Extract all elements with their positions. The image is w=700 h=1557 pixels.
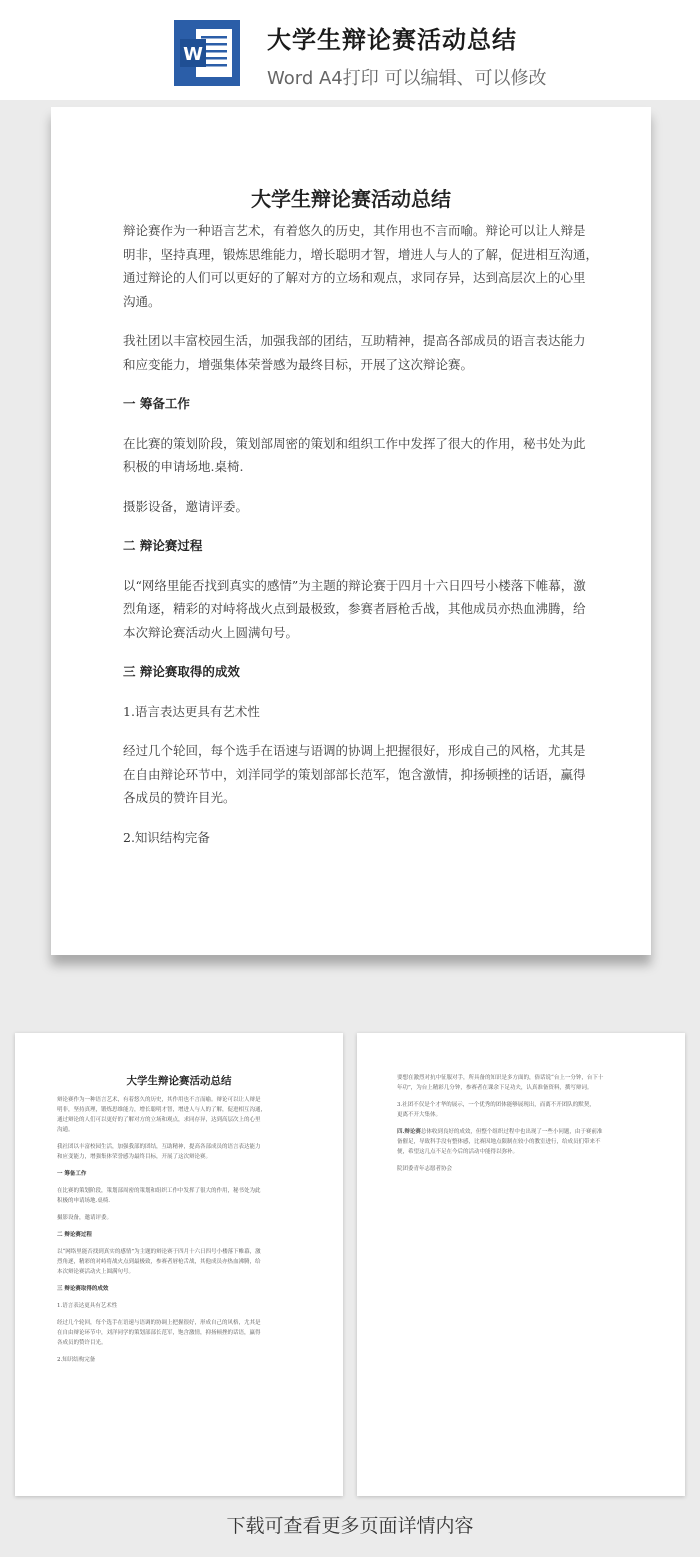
text-line: 积极的申请场地.桌椅.	[57, 1198, 110, 1204]
purpose-paragraph	[57, 1142, 312, 1162]
intro-paragraph	[123, 219, 599, 313]
preparation-paragraph	[123, 432, 586, 479]
text-line: 各成员的赞许目光。	[57, 1340, 107, 1346]
download-prompt[interactable]: 下载可查看更多页面详情内容	[226, 1515, 474, 1537]
header-title: 大学生辩论赛活动总结	[267, 26, 517, 54]
text-line: 便，希望这几点不足在今后的活动中能得以弥补。	[397, 1149, 519, 1155]
text-line: 以“网络里能否找到真实的感情”为主题的辩论赛于四月十六日四号小楼落下帷幕，激	[123, 577, 586, 593]
page-thumbnail-2[interactable]	[357, 1033, 685, 1496]
text-line: 以“网络里能否找到真实的感情”为主题的辩论赛于四月十六日四号小楼落下帷幕，激	[57, 1249, 261, 1255]
section-heading-process: 二 辩论赛过程	[57, 1232, 92, 1238]
text-line: 在自由辩论环节中，刘洋同学的策划部部长范军，饱含激情，抑扬顿挫的话语，赢得	[123, 766, 586, 782]
result-item-2: 2.知识结构完备	[57, 1357, 96, 1363]
word-document-icon	[174, 20, 240, 86]
continuation-paragraph	[397, 1073, 652, 1093]
result-item-2: 2.知识结构完备	[123, 829, 210, 845]
result-item-1: 1.语言表达更具有艺术性	[123, 703, 260, 719]
text-line: 辩论赛作为一种语言艺术，有着悠久的历史，其作用也不言而喻。辩论可以让人辩是	[57, 1097, 261, 1103]
signature: 院团委青年志愿者协会	[397, 1166, 453, 1172]
text-line: 各成员的赞许目光。	[123, 790, 236, 805]
text-line: 3.社团不仅是个才华的展示，一个优秀的团体能够展现出，而离不开团队的默契，	[397, 1102, 595, 1108]
text-line: 更离不开大集体。	[397, 1112, 442, 1118]
text-line: 在比赛的策划阶段，策划部周密的策划和组织工作中发挥了很大的作用，秘书处为此	[123, 435, 586, 451]
text-line: 沟通。	[123, 293, 161, 309]
section-heading-results: 三 辩论赛取得的成效	[57, 1286, 109, 1292]
section-four-paragraph	[397, 1127, 652, 1157]
text-line: 在比赛的策划阶段，策划部周密的策划和组织工作中发挥了很大的作用，秘书处为此	[57, 1188, 261, 1194]
text-line: 我社团以丰富校园生活，加强我部的团结，互助精神，提高各部成员的语言表达能力	[123, 333, 586, 348]
text-line: 和应变能力，增强集体荣誉感为最终目标，开展了这次辩论赛。	[57, 1154, 212, 1160]
thumbnail-body	[397, 1073, 652, 1181]
section-heading-preparation: 一 筹备工作	[123, 396, 190, 411]
preparation-paragraph-2: 摄影设备，邀请评委。	[123, 498, 249, 514]
text-line: 经过几个轮回，每个选手在语速与语调的协调上把握很好，形成自己的风格，尤其是	[123, 743, 586, 758]
text-line: 年功”，为台上精彩几分钟，参赛者在课余下足功夫，认真准备资料，撰写辩词。	[397, 1085, 593, 1091]
text-line: 辩论赛作为一种语言艺术，有着悠久的历史，其作用也不言而喻。辩论可以让人辩是	[123, 223, 586, 238]
section-heading-process: 二 辩论赛过程	[123, 538, 203, 553]
document-title: 大学生辩论赛活动总结	[251, 187, 451, 211]
text-line: 通过辩论的人们可以更好的了解对方的立场和观点，求同存异，达到高层次上的心里	[57, 1117, 261, 1123]
preparation-paragraph-2: 摄影设备，邀请评委。	[57, 1215, 113, 1221]
text-line: 沟通。	[57, 1127, 74, 1133]
text-line: 备催足，导致科手没有整体感，比赛因地点限制在较小的教室进行，给成员们带来不	[397, 1139, 601, 1145]
svg-text:W: W	[183, 44, 203, 65]
section-heading-results: 三 辩论赛取得的成效	[123, 664, 240, 679]
result-item-3-paragraph	[397, 1100, 652, 1120]
header-banner	[0, 0, 700, 100]
text-line: 明非，坚持真理，锻炼思维能力，增长聪明才智，增进人与人的了解，促进相互沟通，	[123, 246, 599, 262]
text-line	[397, 1127, 652, 1137]
text-line: 本次辩论赛活动火上圆满句号。	[123, 624, 299, 640]
process-paragraph	[123, 574, 586, 645]
text-line: 和应变能力，增强集体荣誉感为最终目标，开展了这次辩论赛。	[123, 356, 474, 372]
intro-paragraph	[57, 1095, 312, 1135]
document-body	[123, 219, 599, 865]
thumbnail-body	[57, 1095, 312, 1372]
thumbnail-title: 大学生辩论赛活动总结	[126, 1075, 232, 1087]
text-span: 总体收到良好的成效，但整个组织过程中也出现了一些小问题，由于赛前准	[420, 1129, 603, 1135]
section-heading-four: 四.辩论赛	[397, 1129, 421, 1135]
text-line: 积极的申请场地.桌椅.	[123, 459, 244, 474]
text-line: 要想在激烈对抗中征服对手，所具备的知识是多方面的，俗话说“台上一分钟，台下十	[397, 1075, 604, 1081]
section-heading-preparation: 一 筹备工作	[57, 1171, 87, 1177]
text-line: 烈角逐，精彩的对峙将战火点到最极致，参赛者唇枪舌战，其他成员亦热血沸腾，给	[123, 601, 586, 616]
preparation-paragraph	[57, 1186, 312, 1206]
page-thumbnail-1[interactable]	[15, 1033, 343, 1496]
text-line: 经过几个轮回，每个选手在语速与语调的协调上把握很好，形成自己的风格，尤其是	[57, 1320, 261, 1326]
document-page-preview	[51, 107, 651, 955]
text-line: 我社团以丰富校园生活，加强我部的团结，互助精神，提高各部成员的语言表达能力	[57, 1144, 261, 1150]
result-item-1-paragraph	[57, 1318, 312, 1348]
header-subtitle: Word A4打印 可以编辑、可以修改	[267, 68, 547, 89]
text-line: 烈角逐，精彩的对峙将战火点到最极致，参赛者唇枪舌战，其他成员亦热血沸腾，给	[57, 1259, 261, 1265]
text-line: 明非，坚持真理，锻炼思维能力，增长聪明才智，增进人与人的了解，促进相互沟通，	[57, 1107, 267, 1113]
process-paragraph	[57, 1247, 312, 1277]
text-line: 通过辩论的人们可以更好的了解对方的立场和观点，求同存异，达到高层次上的心里	[123, 270, 586, 285]
purpose-paragraph	[123, 329, 586, 376]
text-line: 本次辩论赛活动火上圆满句号。	[57, 1269, 135, 1275]
result-item-1: 1.语言表达更具有艺术性	[57, 1303, 118, 1309]
text-line: 在自由辩论环节中，刘洋同学的策划部部长范军，饱含激情，抑扬顿挫的话语，赢得	[57, 1330, 261, 1336]
result-item-1-paragraph	[123, 739, 586, 810]
